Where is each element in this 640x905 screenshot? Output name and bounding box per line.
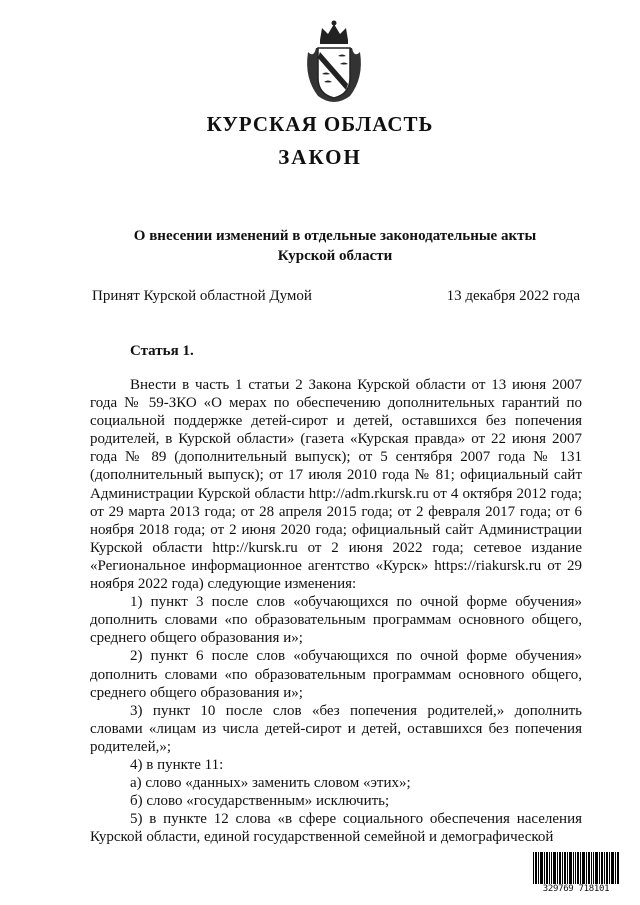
article-paragraph: Внести в часть 1 статьи 2 Закона Курской области от 13 июня 2007 года № 59-ЗКО «О мерах по обеспечению дополнительных гарантий по социальной поддержке детей-сирот и детей, оставшихся без попечения родителей, в Курской области» (газета «Курская правда» от 22 июня 2007 года № 89 (дополнительный выпуск); от 5 сентября 2007 года № 131 (дополнительный выпуск); от 17 июля 2010 года № 81; официальный сайт Администрации Курской области http://adm.rkursk.ru от 4 октября 2012 года; от 29 марта 2013 года; от 28 апреля 2015 года; от 2 февраля 2017 года; от 6 ноября 2018 года; от 2 июня 2020 года; официальный сайт Администрации Курской области http://kursk.ru от 2 июня 2022 года; сетевое издание «Региональное информационное агентство «Курск» https://riakursk.ru от 29 ноября 2022 года) следующие изменения: — [90, 377, 582, 593]
barcode-icon — [533, 852, 619, 884]
document-type: ЗАКОН — [278, 145, 362, 169]
article-paragraph: б) слово «государственным» исключить; — [130, 793, 390, 810]
article-paragraph: 2) пункт 6 после слов «обучающихся по очной форме обучения» дополнить словами «по образовательным программам основного общего, среднего общего образования и»; — [90, 648, 582, 701]
article-paragraph: 1) пункт 3 после слов «обучающихся по очной форме обучения» дополнить словами «по образовательным программам основного общего, среднего общего образования и»; — [90, 594, 582, 647]
article-paragraph: а) слово «данных» заменить словом «этих»; — [130, 775, 411, 792]
article-paragraph: 5) в пункте 12 слова «в сфере социального обеспечения населения Курской области, единой государственной семейной и демографической — [90, 811, 582, 846]
barcode-number: 329769 718101 — [542, 884, 610, 894]
law-subject — [110, 226, 560, 266]
law-subject-line-1: О внесении изменений в отдельные законодательные акты — [133, 228, 537, 244]
coat-of-arms-icon — [298, 18, 370, 104]
adoption-date: 13 декабря 2022 года — [446, 288, 580, 304]
article-body — [90, 376, 582, 846]
adoption-line — [92, 288, 580, 305]
article-paragraph: 3) пункт 10 после слов «без попечения родителей,» дополнить словами «лицам из числа детей-сирот и детей, оставшихся без попечения родителей,»; — [90, 702, 582, 755]
article-title: Статья 1. — [130, 343, 194, 359]
region-title: КУРСКАЯ ОБЛАСТЬ — [206, 112, 434, 136]
article-paragraph: 4) в пункте 11: — [130, 756, 224, 773]
law-subject-line-2: Курской области — [277, 248, 393, 264]
adopted-by: Принят Курской областной Думой — [92, 288, 312, 304]
barcode — [533, 852, 619, 896]
